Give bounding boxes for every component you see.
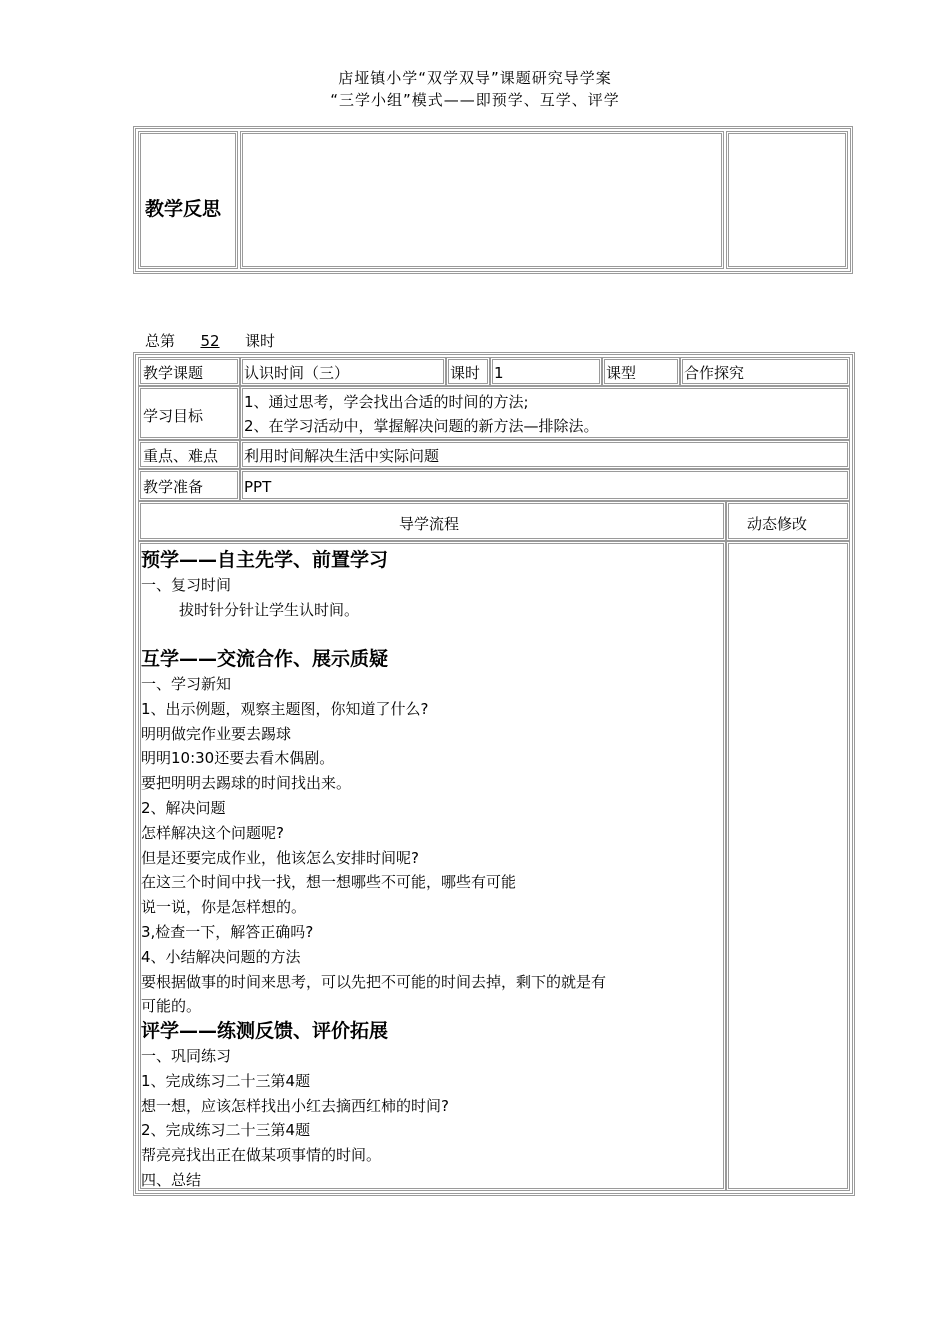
edit-content-cell [726, 541, 850, 1191]
reflection-note-cell [726, 131, 848, 269]
flow-line: 一、学习新知 [141, 674, 232, 693]
flow-line: 明明10:30还要去看木偶剧。 [141, 749, 335, 768]
prep-label-cell [138, 469, 240, 501]
key-label: 重点、难点 [143, 447, 219, 465]
key-label-cell [138, 440, 240, 469]
reflection-label: 教学反思 [145, 198, 222, 220]
flow-line: 1、出示例题，观察主题图，你知道了什么? [141, 699, 429, 718]
flow-blank [141, 622, 606, 647]
flow-line: 想一想，应该怎样找出小红去摘西红柿的时间? [141, 1096, 449, 1115]
lesson-plan-table [133, 352, 855, 1196]
flow-line: 要把明明去踢球的时间找出来。 [141, 774, 352, 793]
pre-heading: 预学——自主先学、前置学习 [141, 549, 389, 571]
type-value: 合作探究 [684, 364, 745, 382]
flow-content-cell [138, 541, 726, 1191]
document-title: 店垭镇小学“双学双导”课题研究导学案 [338, 69, 612, 87]
key-value: 利用时间解决生活中实际问题 [244, 447, 440, 465]
flow-line: 要根据做事的时间来思考，可以先把不可能的时间去掉，剩下的就是有 [141, 972, 607, 991]
period-value-cell [490, 357, 602, 386]
goal-label-cell [138, 386, 240, 440]
type-value-cell [680, 357, 850, 386]
flow-line: 在这三个时间中找一找，想一想哪些不可能，哪些有可能 [141, 873, 517, 892]
flow-line: 帮亮亮找出正在做某项事情的时间。 [141, 1146, 382, 1165]
edit-header: 动态修改 [747, 515, 808, 533]
flow-line: 明明做完作业要去踢球 [141, 724, 292, 743]
flow-header-cell [138, 501, 726, 541]
key-value-cell [240, 440, 850, 469]
topic-label-cell [138, 357, 240, 386]
flow-line: 2、解决问题 [141, 798, 226, 817]
flow-line: 3,检查一下，解答正确吗? [141, 922, 314, 941]
reflection-label-cell [138, 131, 238, 269]
type-label: 课型 [606, 364, 637, 382]
flow-header: 导学流程 [399, 515, 460, 533]
flow-line: 1、完成练习二十三第4题 [141, 1071, 311, 1090]
period-label: 课时 [450, 364, 481, 382]
period-label-cell [446, 357, 490, 386]
flow-line: 一、复习时间 [141, 575, 232, 594]
flow-line: 一、巩同练习 [141, 1046, 232, 1065]
reflection-content-cell [240, 131, 724, 269]
lesson-number: 52 [200, 332, 220, 350]
document-subtitle: “三学小组”模式——即预学、互学、评学 [330, 91, 620, 109]
period-value: 1 [494, 364, 504, 382]
flow-line: 但是还要完成作业，他该怎么安排时间呢? [141, 848, 419, 867]
reflection-table [133, 126, 853, 274]
edit-header-cell [726, 501, 850, 541]
goal-label: 学习目标 [143, 407, 204, 425]
topic-value: 认识时间（三） [244, 364, 350, 382]
flow-line: 怎样解决这个问题呢? [141, 823, 284, 842]
flow-line: 2、完成练习二十三第4题 [141, 1121, 311, 1140]
lesson-prefix: 总第 [145, 332, 176, 350]
topic-label: 教学课题 [143, 364, 204, 382]
prep-value-cell [240, 469, 850, 501]
mutual-heading: 互学——交流合作、展示质疑 [141, 648, 389, 671]
eval-heading: 评学——练测反馈、评价拓展 [141, 1020, 389, 1043]
prep-label: 教学准备 [143, 478, 204, 496]
topic-value-cell [240, 357, 446, 386]
flow-line: 四、总结 [141, 1170, 202, 1189]
goal-line-1: 1、通过思考，学会找出合适的时间的方法; [244, 393, 529, 411]
flow-line: 说一说，你是怎样想的。 [141, 898, 307, 917]
flow-line: 4、小结解决问题的方法 [141, 947, 301, 966]
flow-content [141, 548, 606, 1193]
type-label-cell [602, 357, 680, 386]
prep-value: PPT [244, 478, 272, 496]
lesson-number-line [145, 330, 275, 351]
lesson-suffix: 课时 [245, 332, 276, 350]
goal-value-cell [240, 386, 850, 440]
goal-line-2: 2、在学习活动中，掌握解决问题的新方法—排除法。 [244, 417, 599, 435]
flow-line: 拔时针分针让学生认时间。 [179, 600, 360, 619]
flow-line: 可能的。 [141, 997, 202, 1016]
